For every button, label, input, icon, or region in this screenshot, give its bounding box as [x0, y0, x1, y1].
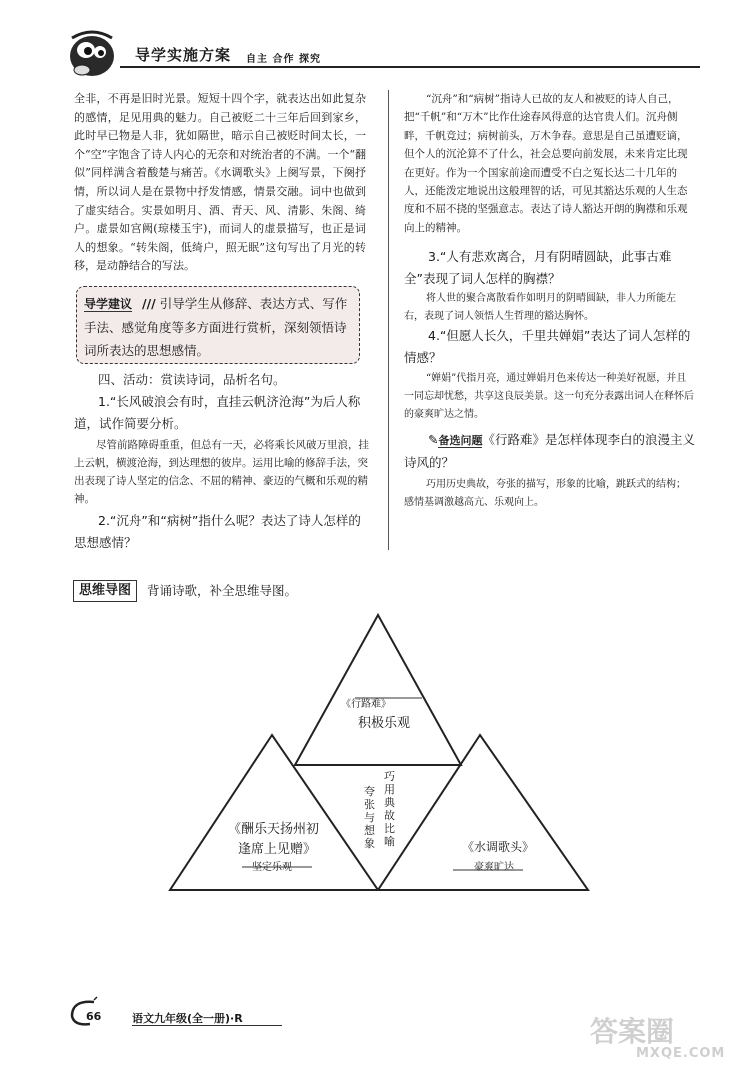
question-5: ✎备选问题《行路难》是怎样体现李白的浪漫主义诗风的？: [404, 432, 695, 470]
watermark-logo: 答案圈: [590, 1015, 675, 1048]
left-answer: 坚定乐观: [252, 862, 292, 873]
column-divider: [388, 90, 389, 550]
optional-question-tag: 备选问题: [438, 434, 483, 447]
footer-book-title: 语文九年级(全一册)·R: [132, 1012, 243, 1025]
answer-2: “沉舟”和“病树”指诗人已故的友人和被贬的诗人自己，把“千帆”和“万木”比作仕途春风得意的达官贵人们。沉舟侧畔，千帆竞过；病树前头，万木争春。意思是自己虽遭贬谪，但个人的沉沦算不了什么，社会总要向前发展，未来肯定比现在更好。作为一个国家前途而遭受不白之冤长达二十几年的人，还能泼定地说出这般理智的话，可见其豁达乐观的人生态度和不屈不挠的坚强意志。表达了诗人豁达开朗的胸襟和乐观向上的精神。: [404, 93, 688, 234]
top-answer: 积极乐观: [358, 716, 411, 731]
watermark-url: MXQE.COM: [636, 1046, 726, 1061]
question-1: 1.“长风破浪会有时，直挂云帆济沧海”为后人称道，试作简要分析。: [74, 394, 361, 431]
answer-1: 尽管前路障碍重重，但总有一天，必将乘长风破万里浪，挂上云帆，横渡沧海，到达理想的彼岸。运用比喻的修辞手法，突出表现了诗人坚定的信念、不屈的精神、豪迈的气概和乐观的精神。: [74, 439, 369, 505]
analysis-paragraph: 全非，不再是旧时光景。短短十四个字，就表达出如此复杂的感情，足见用典的魅力。自己被贬二十三年后回到家乡，此时早已物是人非，犹如隔世，暗示自己被贬时间太长，一个“空”字饱含了诗人内心的无奈和对统治者的不满。一个“翻似”同样满含着酸楚与痛苦。《水调歌头》上阕写景，下阕抒情，所以词人是在景物中抒发情感，情景交融。词中也做到了虚实结合。实景如明月、酒、青天、风、清影、朱阁、绮户。虚景如宫阙(琼楼玉宇)，而词人的虚景描写，也正是词人的想象。“转朱阁，低绮户，照无眠”这句写出了月光的转移，是动静结合的写法。: [74, 92, 366, 273]
suggestion-text: 导学建议 /// 引导学生从修辞、表达方式、写作手法、感觉角度等多方面进行赏析，深刻领悟诗词所表达的思想感情。: [84, 296, 348, 358]
left-poem-line1: 《酬乐天扬州初: [228, 822, 320, 837]
right-answer: 豪爽旷达: [474, 862, 514, 873]
answer-5: 巧用历史典故，夸张的描写，形象的比喻，跳跃式的结构；感情基调激越高亢、乐观向上。: [404, 479, 686, 508]
left-poem-line2: 逢席上见赠》: [238, 842, 317, 857]
header-subtitle: 自主 合作 探究: [246, 54, 321, 65]
center-col-2: 巧用典故比喻: [384, 770, 395, 848]
pencil-icon: ✎: [428, 432, 439, 447]
mindmap-diagram: [160, 605, 610, 895]
suggestion-tag: 导学建议: [84, 297, 133, 311]
footer-rule: [132, 1025, 282, 1026]
suggestion-body: 引导学生从修辞、表达方式、写作手法、感觉角度等多方面进行赏析，深刻领悟诗词所表达的思想感情。: [84, 296, 348, 358]
header-rule: [120, 66, 700, 68]
page-number: 66: [86, 1010, 102, 1023]
top-poem: 《行路难》: [341, 699, 391, 710]
activity-heading: 四、活动：赏读诗词，品析名句。: [98, 372, 286, 387]
answer-4: “婵娟”代指月亮，通过婵娟月色来传达一种美好祝愿，并且一同忘却忧愁，共享这良辰美景。这一句充分表露出词人在释怀后的豪爽旷达之情。: [404, 373, 694, 420]
question-2: 2.“沉舟”和“病树”指什么呢？表达了诗人怎样的思想感情？: [74, 513, 361, 550]
triangle-top: [295, 615, 461, 765]
header-title: 导学实施方案: [135, 46, 232, 64]
center-col-1: 夸张与想象: [364, 785, 375, 850]
mindmap-instruction: 背诵诗歌，补全思维导图。: [147, 583, 298, 598]
mindmap-tag: 思维导图: [73, 580, 137, 602]
mascot-logo: [64, 26, 122, 80]
question-4: 4.“但愿人长久，千里共婵娟”表达了词人怎样的情感？: [404, 328, 691, 365]
question-3: 3.“人有悲欢离合，月有阴晴圆缺，此事古难全”表现了词人怎样的胸襟？: [404, 249, 672, 286]
answer-3: 将人世的聚合离散看作如明月的阴晴圆缺，非人力所能左右，表现了词人领悟人生哲理的豁达胸怀。: [404, 293, 676, 322]
right-poem: 《水调歌头》: [462, 840, 535, 854]
